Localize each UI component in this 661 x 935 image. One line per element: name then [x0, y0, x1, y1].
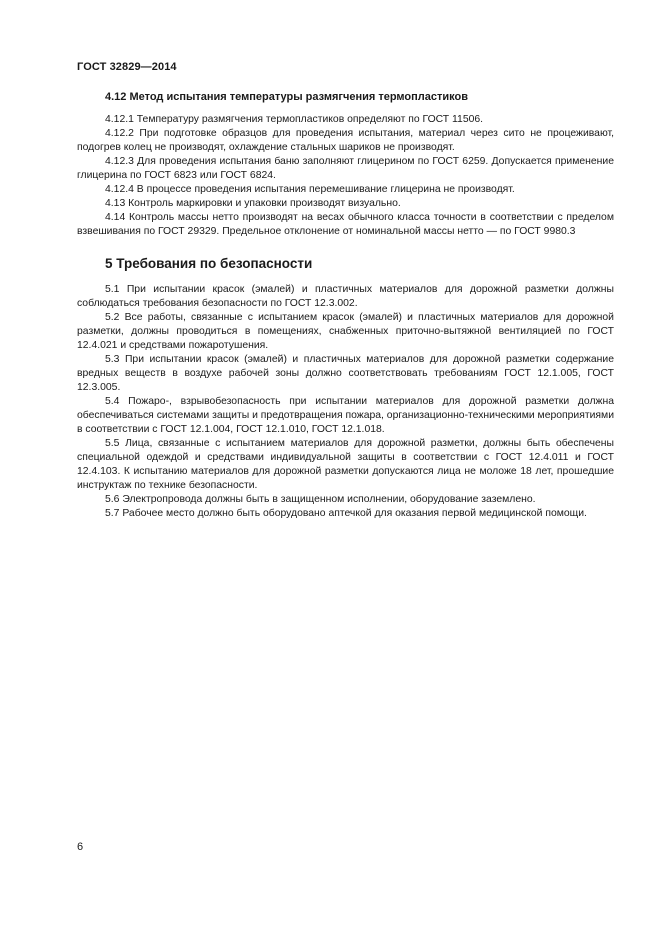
document-header-title: ГОСТ 32829—2014 [77, 61, 177, 73]
section-5-title: 5 Требования по безопасности [105, 256, 313, 271]
paragraph-5-7: 5.7 Рабочее место должно быть оборудовано аптечкой для оказания первой медицинской помощи. [105, 508, 587, 519]
paragraph-5-6: 5.6 Электропровода должны быть в защищенном исполнении, оборудование заземлено. [105, 494, 536, 505]
paragraph-5-1: 5.1 При испытании красок (эмалей) и пластичных материалов для дорожной разметки должны соблюдаться требования безопасности по ГОСТ 12.3.002. [77, 284, 614, 309]
paragraph-4-14: 4.14 Контроль массы нетто производят на весах обычного класса точности в соответствии с пределом взвешивания по ГОСТ 29329. Предельное отклонение от номинальной массы нетто — по ГОСТ 9980.3 [77, 212, 614, 237]
paragraph-4-13: 4.13 Контроль маркировки и упаковки производят визуально. [105, 198, 401, 209]
paragraph-5-5: 5.5 Лица, связанные с испытанием материалов для дорожной разметки, должны быть обеспечены специальной одеждой и средствами индивидуальной защиты в соответствии с ГОСТ 12.4.011 и ГОСТ 12.4.103. К испытанию материалов для дорожной разметки допускаются лица не моложе 18 лет, прошедшие инструктаж по технике безопасности. [77, 438, 614, 491]
paragraph-5-4: 5.4 Пожаро-, взрывобезопасность при испытании материалов для дорожной разметки должна обеспечиваться системами защиты и предотвращения пожара, организационно-техническими мероприятиями в соответствии с ГОСТ 12.1.004, ГОСТ 12.1.010, ГОСТ 12.1.018. [77, 396, 614, 435]
page-number: 6 [77, 841, 84, 853]
section-gap [77, 239, 614, 255]
paragraph-4-12-2: 4.12.2 При подготовке образцов для проведения испытания, материал через сито не процеживают, подогрев колец не производят, охлаждение стальных шариков не производят. [77, 128, 614, 153]
paragraph-5-2: 5.2 Все работы, связанные с испытанием красок (эмалей) и пластичных материалов для дорожной разметки, должны проводиться в помещениях, снабженных приточно-вытяжной вентиляцией по ГОСТ 12.4.021 и средствами пожаротушения. [77, 312, 614, 351]
paragraph-4-12-1: 4.12.1 Температуру размягчения термопластиков определяют по ГОСТ 11506. [105, 114, 484, 125]
document-content [77, 90, 614, 521]
paragraph-4-12-3: 4.12.3 Для проведения испытания баню заполняют глицерином по ГОСТ 6259. Допускается применение глицерина по ГОСТ 6823 или ГОСТ 6824. [77, 156, 614, 181]
paragraph-4-12-4: 4.12.4 В процессе проведения испытания перемешивание глицерина не производят. [105, 184, 515, 195]
section-4-12-title: 4.12 Метод испытания температуры размягчения термопластиков [105, 91, 468, 103]
paragraph-5-3: 5.3 При испытании красок (эмалей) и пластичных материалов для дорожной разметки содержание вредных веществ в воздухе рабочей зоны должно соответствовать требованиям ГОСТ 12.1.005, ГОСТ 12.3.005. [77, 354, 614, 393]
